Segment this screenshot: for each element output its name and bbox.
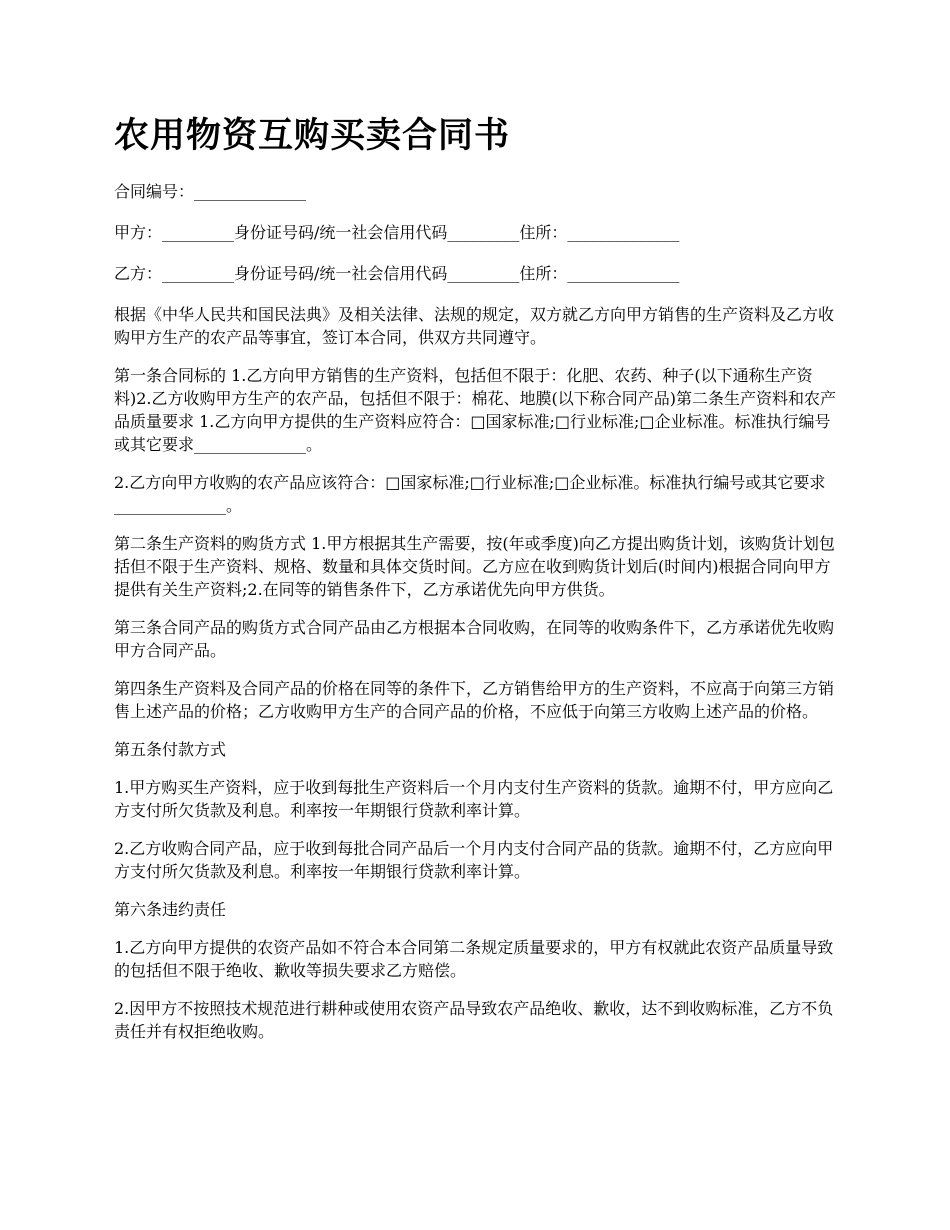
document-title: 农用物资互购买卖合同书 <box>114 115 511 156</box>
preamble: 根据《中华人民共和国民法典》及相关法律、法规的规定，双方就乙方向甲方销售的生产资料及乙方收购甲方生产的农产品等事宜，签订本合同，供双方共同遵守。 <box>114 305 835 347</box>
document-body <box>114 180 842 1058</box>
article-1-item-2: 2.乙方向甲方收购的农产品应该符合：□国家标准;□行业标准;□企业标准。标准执行编号或其它要求______________。 <box>114 473 826 515</box>
article-2-purchase-method: 第二条生产资料的购货方式 1.甲方根据其生产需要，按(年或季度)向乙方提出购货计划，该购货计划包括但不限于生产资料、规格、数量和具体交货时间。乙方应在收到购货计划后(时间内)根据合同向甲方提供有关生产资料;2.在同等的销售条件下，乙方承诺优先向甲方供货。 <box>114 534 835 599</box>
article-3-product-purchase: 第三条合同产品的购货方式合同产品由乙方根据本合同收购，在同等的收购条件下，乙方承诺优先收购甲方合同产品。 <box>114 618 835 660</box>
contract-number: 合同编号：______________ <box>114 182 307 201</box>
article-4-price: 第四条生产资料及合同产品的价格在同等的条件下，乙方销售给甲方的生产资料，不应高于向第三方销售上述产品的价格；乙方收购甲方生产的合同产品的价格，不应低于向第三方收购上述产品的价格。 <box>114 679 835 721</box>
article-6-item-1: 1.乙方向甲方提供的农资产品如不符合本合同第二条规定质量要求的，甲方有权就此农资产品质量导致的包括但不限于绝收、歉收等损失要求乙方赔偿。 <box>114 938 834 980</box>
article-6-item-2: 2.因甲方不按照技术规范进行耕种或使用农资产品导致农产品绝收、歉收，达不到收购标准，乙方不负责任并有权拒绝收购。 <box>114 999 834 1041</box>
article-5-item-1: 1.甲方购买生产资料，应于收到每批生产资料后一个月内支付生产资料的货款。逾期不付，甲方应向乙方支付所欠货款及利息。利率按一年期银行贷款利率计算。 <box>114 778 834 820</box>
article-6-heading: 第六条违约责任 <box>114 900 227 919</box>
article-5-item-2: 2.乙方收购合同产品，应于收到每批合同产品后一个月内支付合同产品的货款。逾期不付，乙方应向甲方支付所欠货款及利息。利率按一年期银行贷款利率计算。 <box>114 839 834 881</box>
party-a-info: 甲方：_________身份证号码/统一社会信用代码_________住所：______________ <box>114 223 680 242</box>
article-5-heading: 第五条付款方式 <box>114 740 227 759</box>
article-1-subject: 第一条合同标的 1.乙方向甲方销售的生产资料，包括但不限于：化肥、农药、种子(以下通称生产资料)2.乙方收购甲方生产的农产品，包括但不限于：棉花、地膜(以下称合同产品)第二条生产资料和农产品质量要求 1.乙方向甲方提供的生产资料应符合：□国家标准;□行业标准;□企业标准。标准执行编号或其它要求______________。 <box>114 366 836 454</box>
party-b-info: 乙方：_________身份证号码/统一社会信用代码_________住所：______________ <box>114 264 680 283</box>
